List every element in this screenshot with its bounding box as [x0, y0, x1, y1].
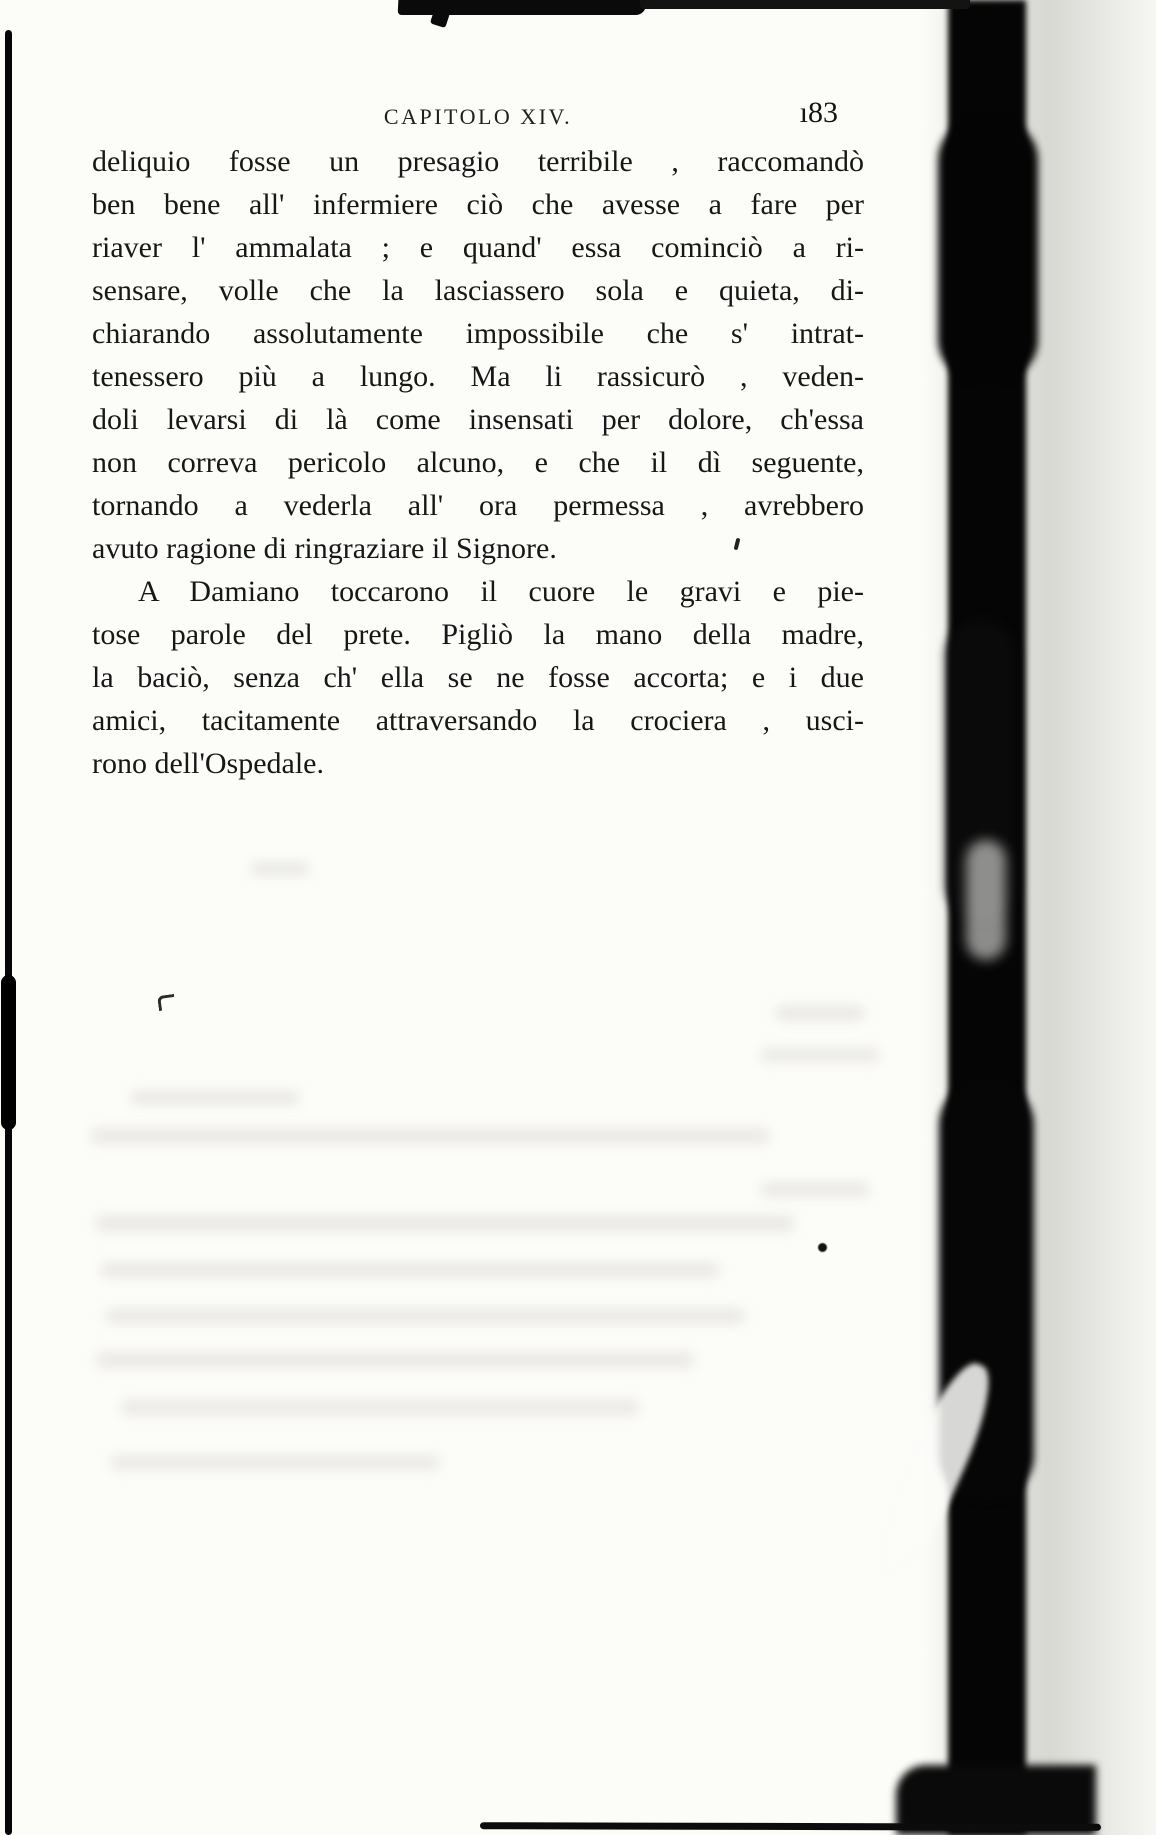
- scan-edge-left: [5, 30, 12, 1835]
- scan-stain: [95, 1215, 795, 1232]
- text-line: avuto ragione di ringraziare il Signore.: [92, 532, 557, 565]
- ink-speck: [818, 1243, 827, 1252]
- scan-stain: [130, 1090, 300, 1105]
- text-line: non correva pericolo alcuno, e che il dì seguente,: [92, 446, 864, 479]
- ink-speck: [157, 994, 176, 1011]
- scan-stain: [90, 1128, 770, 1144]
- text-line: A Damiano toccarono il cuore le gravi e pie-: [138, 575, 864, 608]
- text-line: amici, tacitamente attraversando la crociera , usci-: [92, 704, 864, 737]
- text-line: deliquio fosse un presagio terribile , raccomandò: [92, 145, 864, 178]
- chapter-title: CAPITOLO XIV.: [383, 104, 573, 129]
- scan-stain: [775, 1005, 865, 1021]
- scan-stain: [100, 1262, 720, 1278]
- binding-light-gap: [966, 840, 1006, 960]
- text-block: [92, 96, 864, 785]
- text-line: la baciò, senza ch' ella se ne fosse accorta; e i due: [92, 661, 864, 694]
- text-line: chiarando assolutamente impossibile che s' intrat-: [92, 317, 864, 350]
- scan-edge-top: [430, 8, 450, 28]
- scan-stain: [120, 1400, 640, 1415]
- scan-stain: [760, 1182, 870, 1197]
- text-line: doli levarsi di là come insensati per dolore, ch'essa: [92, 403, 864, 436]
- scan-edge-bottom: [480, 1822, 1101, 1831]
- text-line: tenessero più a lungo. Ma li rassicurò , veden-: [92, 360, 864, 393]
- scan-stain: [110, 1455, 440, 1470]
- scan-stain: [760, 1048, 880, 1062]
- binding-blotch: [938, 120, 1038, 380]
- text-line: ben bene all' infermiere ciò che avesse a fare per: [92, 188, 864, 221]
- text-line: sensare, volle che la lasciassero sola e quieta, di-: [92, 274, 864, 307]
- text-line: rono dell'Ospedale.: [92, 747, 325, 780]
- scan-edge-left-blotch: [1, 975, 16, 1130]
- page-header: [92, 96, 864, 138]
- scan-stain: [250, 862, 310, 876]
- scan-stain: [95, 1352, 695, 1368]
- text-line: tornando a vederla all' ora permessa , avrebbero: [92, 489, 864, 522]
- scan-stain: [105, 1308, 745, 1324]
- text-line: riaver l' ammalata ; e quand' essa cominciò a ri-: [92, 231, 864, 264]
- page-number: ı83: [799, 96, 838, 129]
- body-text: [92, 140, 864, 785]
- scan-edge-top: [640, 0, 970, 9]
- text-line: tose parole del prete. Pigliò la mano della madre,: [92, 618, 864, 651]
